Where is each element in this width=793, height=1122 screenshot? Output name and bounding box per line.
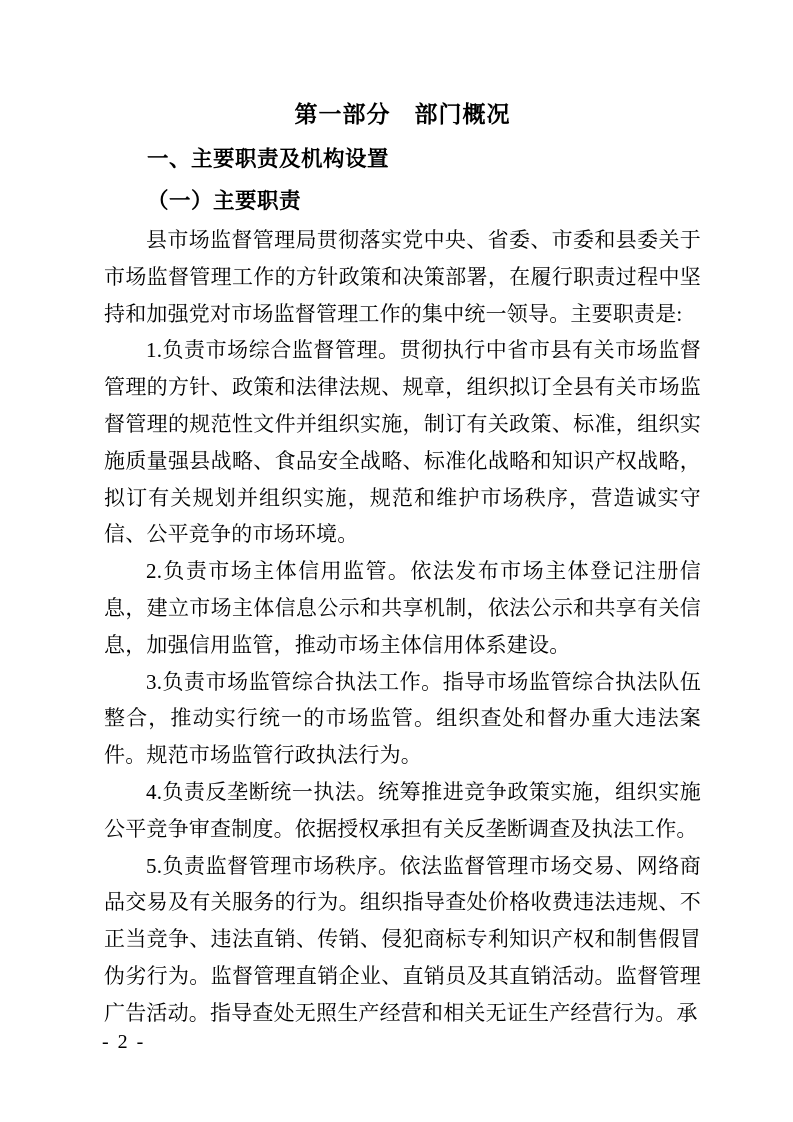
page-number: - 2 -: [102, 1031, 146, 1053]
paragraph-duty-1: 1.负责市场综合监督管理。贯彻执行中省市县有关市场监督管理的方针、政策和法律法规、规章，组织拟订全县有关市场监督管理的规范性文件并组织实施，制订有关政策、标准，组织实施质量强县战略、食品安全战略、标准化战略和知识产权战略，拟订有关规划并组织实施，规范和维护市场秩序，营造诚实守信、公平竞争的市场环境。: [104, 338, 701, 547]
section-heading: 一、主要职责及机构设置: [147, 147, 390, 171]
paragraph-intro: 县市场监督管理局贯彻落实党中央、省委、市委和县委关于市场监督管理工作的方针政策和决策部署，在履行职责过程中坚持和加强党对市场监督管理工作的集中统一领导。主要职责是:: [104, 228, 701, 326]
page-title: 第一部分 部门概况: [294, 101, 511, 127]
paragraph-duty-3: 3.负责市场监管综合执法工作。指导市场监管综合执法队伍整合，推动实行统一的市场监管。组织查处和督办重大违法案件。规范市场监管行政执法行为。: [104, 669, 701, 768]
paragraph-duty-4: 4.负责反垄断统一执法。统筹推进竞争政策实施，组织实施公平竞争审查制度。依据授权承担有关反垄断调查及执法工作。: [104, 779, 701, 841]
subsection-heading: （一）主要职责: [147, 189, 302, 213]
paragraph-duty-2: 2.负责市场主体信用监管。依法发布市场主体登记注册信息，建立市场主体信息公示和共享机制，依法公示和共享有关信息，加强信用监管，推动市场主体信用体系建设。: [104, 559, 701, 657]
paragraph-duty-5: 5.负责监督管理市场秩序。依法监督管理市场交易、网络商品交易及有关服务的行为。组织指导查处价格收费违法违规、不正当竞争、违法直销、传销、侵犯商标专利知识产权和制售假冒伪劣行为。监督管理直销企业、直销员及其直销活动。监督管理广告活动。指导查处无照生产经营和相关无证生产经营行为。承: [104, 853, 701, 1025]
